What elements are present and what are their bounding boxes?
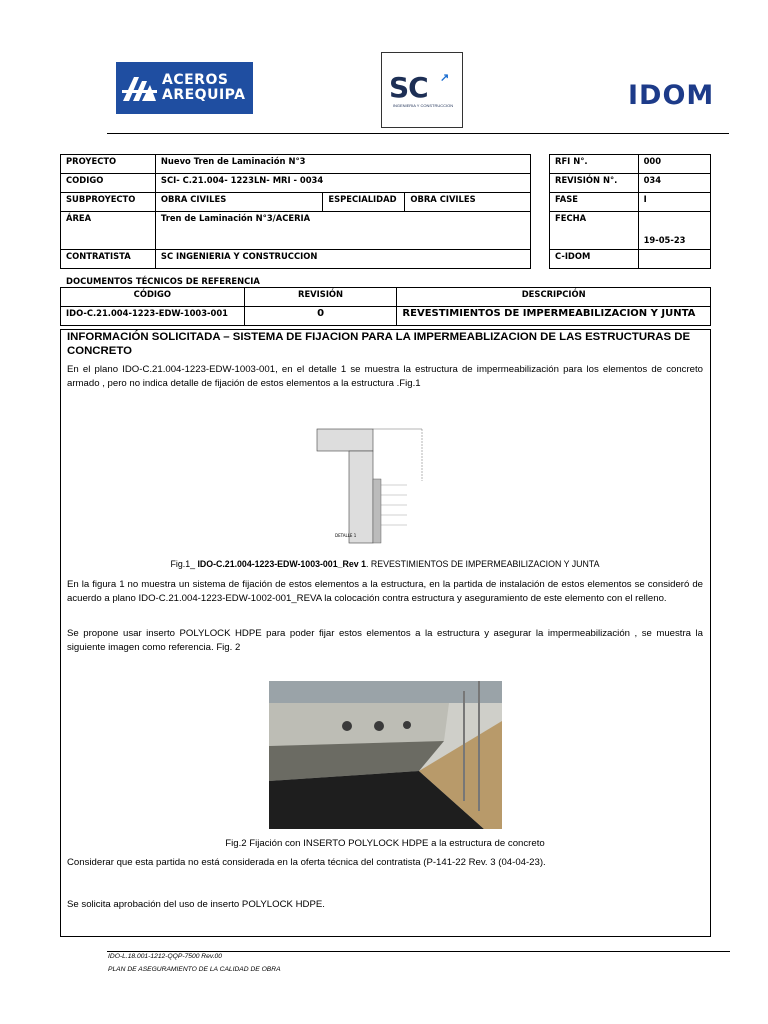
fig1-desc: . REVESTIMIENTOS DE IMPERMEABILIZACION Y JUNTA <box>365 559 600 569</box>
codigo-value: SCI- C.21.004- 1223LN- MRI - 0034 <box>155 174 530 193</box>
drawing-label: DETALLE 1 <box>335 533 357 538</box>
proyecto-value: Nuevo Tren de Laminación N°3 <box>155 155 530 174</box>
figure-1-caption <box>67 559 703 569</box>
sc-logo-text: SC <box>389 71 428 104</box>
paragraph-5: Se solicita aprobación del uso de inserto POLYLOCK HDPE. <box>67 899 325 910</box>
fase-label: FASE <box>550 193 639 212</box>
aceros-arequipa-logo <box>116 62 253 114</box>
figure-2-caption: Fig.2 Fijación con INSERTO POLYLOCK HDPE a la estructura de concreto <box>225 838 545 849</box>
table-row <box>550 155 711 174</box>
table-row <box>61 307 711 326</box>
fase-value: I <box>638 193 710 212</box>
paragraph-2: En la figura 1 no muestra un sistema de fijación de estos elementos a la estructura, en la partida de instalación de estos elementos se consideró de acuerdo a plano IDO-C.21.004-1223-EDW-1002-001_REVA la colocación contra estructura y aseguramiento de este elemento con el relleno. <box>67 579 703 605</box>
idom-logo: IDOM <box>628 80 715 111</box>
area-label: ÁREA <box>61 212 156 250</box>
aceros-arequipa-mark-icon <box>120 73 160 103</box>
rfi-table <box>549 154 711 269</box>
codigo-label: CODIGO <box>61 174 156 193</box>
sc-logo-subtitle: INGENIERIA Y CONSTRUCCION <box>392 103 454 108</box>
subproyecto-label: SUBPROYECTO <box>61 193 156 212</box>
contratista-label: CONTRATISTA <box>61 250 156 269</box>
references-heading: DOCUMENTOS TÉCNICOS DE REFERENCIA <box>66 276 260 286</box>
fig1-prefix: Fig.1_ <box>170 559 198 569</box>
table-row <box>550 174 711 193</box>
area-value: Tren de Laminación N°3/ACERIA <box>155 212 530 250</box>
especialidad-value: OBRA CIVILES <box>405 193 531 212</box>
cidom-label: C-IDOM <box>550 250 639 269</box>
table-row <box>61 174 531 193</box>
table-row <box>550 193 711 212</box>
paragraph-1: En el plano IDO-C.21.004-1223-EDW-1003-001, en el detalle 1 se muestra la estructura de impermeabilización para los elementos de concreto armado , pero no indica detalle de fijación de estos elementos a la estructura .Fig.1 <box>67 364 703 390</box>
paragraph-4: Considerar que esta partida no está considerada en la oferta técnica del contratista (P-141-22 Rev. 3 (04-04-23). <box>67 857 546 868</box>
revision-label: REVISIÓN N°. <box>550 174 639 193</box>
aceros-arequipa-wordmark <box>162 73 245 103</box>
detail-drawing-figure <box>307 417 460 544</box>
sc-arrows-icon: ↗ <box>440 72 450 84</box>
table-row <box>550 250 711 269</box>
especialidad-label: ESPECIALIDAD <box>323 193 405 212</box>
col-revision-header: REVISIÓN <box>244 288 397 307</box>
project-table <box>60 154 531 269</box>
cidom-value <box>638 250 710 269</box>
fig1-code: IDO-C.21.004-1223-EDW-1003-001_Rev 1 <box>197 559 366 569</box>
references-table <box>60 287 711 326</box>
table-row <box>61 212 531 250</box>
rfi-value: 000 <box>638 155 710 174</box>
fecha-value: 19-05-23 <box>638 212 710 250</box>
contratista-value: SC INGENIERIA Y CONSTRUCCION <box>155 250 530 269</box>
ref-descripcion-cell: REVESTIMIENTOS DE IMPERMEABILIZACION Y JUNTA <box>397 307 711 326</box>
table-row <box>61 250 531 269</box>
ref-revision-cell: 0 <box>244 307 397 326</box>
section-title: INFORMACIÓN SOLICITADA – SISTEMA DE FIJACION PARA LA IMPERMEABLIZACION DE LAS ESTRUCTURAS DE CONCRETO <box>67 331 691 357</box>
table-header-row <box>61 288 711 307</box>
table-row <box>550 212 711 250</box>
col-codigo-header: CÓDIGO <box>61 288 245 307</box>
proyecto-label: PROYECTO <box>61 155 156 174</box>
col-descripcion-header: DESCRIPCIÓN <box>397 288 711 307</box>
table-row <box>61 193 531 212</box>
paragraph-3: Se propone usar inserto POLYLOCK HDPE para poder fijar estos elementos a la estructura y asegurar la impermeabilización , se muestra la siguiente imagen como referencia. Fig. 2 <box>67 628 703 654</box>
sc-logo <box>381 52 463 128</box>
rfi-label: RFI N°. <box>550 155 639 174</box>
logo-left-line2: AREQUIPA <box>162 87 246 103</box>
ref-codigo-cell: IDO-C.21.004-1223-EDW-1003-001 <box>61 307 245 326</box>
footer-divider <box>107 951 730 952</box>
table-row <box>61 155 531 174</box>
footer-doc-code: IDO-L.18.001-1212-QQP-7500 Rev.00 <box>108 953 222 960</box>
logo-left-line1: ACEROS <box>162 72 229 88</box>
header-divider <box>107 133 729 134</box>
construction-photo <box>269 681 502 829</box>
subproyecto-value: OBRA CIVILES <box>155 193 322 212</box>
footer-plan-title: PLAN DE ASEGURAMIENTO DE LA CALIDAD DE OBRA <box>108 966 281 973</box>
revision-value: 034 <box>638 174 710 193</box>
fecha-label: FECHA <box>550 212 639 250</box>
